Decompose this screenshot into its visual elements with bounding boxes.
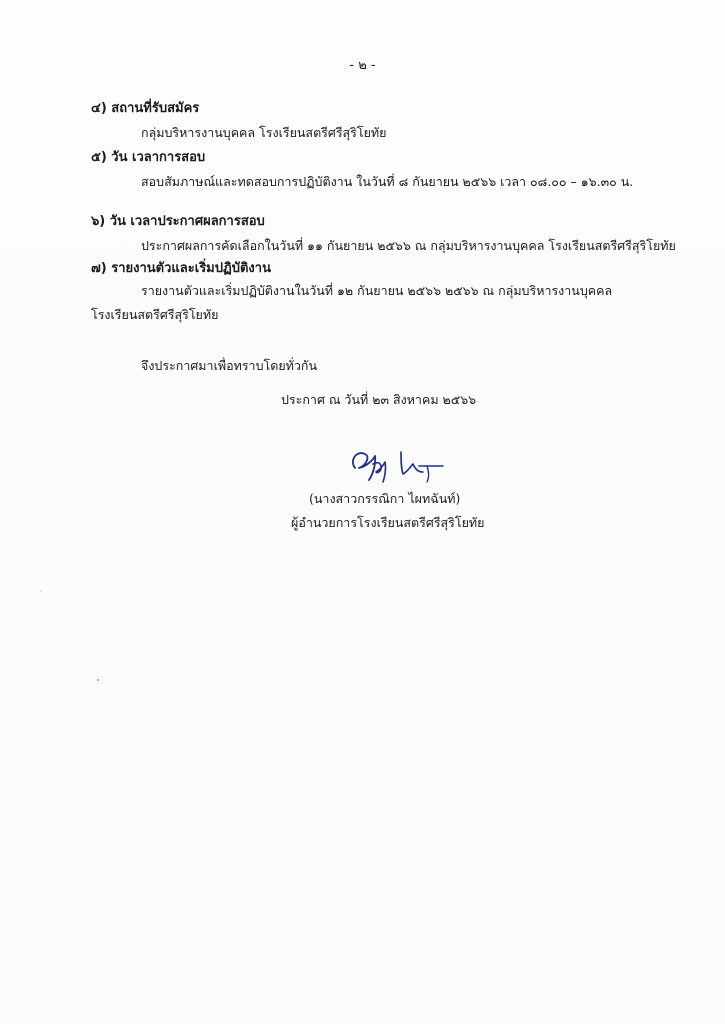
scan-speck	[97, 679, 99, 681]
signer-position: ผู้อำนวยการโรงเรียนสตรีศรีสุริโยทัย	[291, 515, 485, 530]
section-7-line-1: รายงานตัวและเริ่มปฏิบัติงานในวันที่ ๑๒ กันยายน ๒๕๖๖ ๒๕๖๖ ณ กลุ่มบริหารงานบุคคล	[141, 283, 613, 298]
page-number: - ๒ -	[349, 58, 376, 73]
section-5-line-1: สอบสัมภาษณ์และทดสอบการปฏิบัติงาน ในวันที่ ๘ กันยายน ๒๕๖๖ เวลา ๐๘.๐๐ – ๑๖.๓๐ น.	[141, 174, 634, 189]
announcement-date: ประกาศ ณ วันที่ ๒๓ สิงหาคม ๒๕๖๖	[281, 392, 477, 407]
scan-speck	[40, 590, 42, 592]
section-4-line-1: กลุ่มบริหารงานบุคคล โรงเรียนสตรีศรีสุริโยทัย	[141, 125, 387, 140]
section-6-line-1: ประกาศผลการคัดเลือกในวันที่ ๑๑ กันยายน ๒๕๖๖ ณ กลุ่มบริหารงานบุคคล โรงเรียนสตรีศรีสุริโยทัย	[141, 238, 676, 253]
closing-statement: จึงประกาศมาเพื่อทราบโดยทั่วกัน	[141, 358, 318, 373]
section-6-heading: ๖) วัน เวลาประกาศผลการสอบ	[91, 214, 265, 229]
section-4-heading: ๔) สถานที่รับสมัคร	[91, 101, 200, 116]
signer-name: (นางสาวกรรณิกา ไผทฉันท์)	[309, 491, 461, 506]
section-7-heading: ๗) รายงานตัวและเริ่มปฏิบัติงาน	[91, 261, 271, 276]
handwritten-signature	[343, 444, 453, 484]
section-5-heading: ๕) วัน เวลาการสอบ	[91, 150, 206, 165]
section-7-line-2: โรงเรียนสตรีศรีสุริโยทัย	[91, 307, 219, 322]
